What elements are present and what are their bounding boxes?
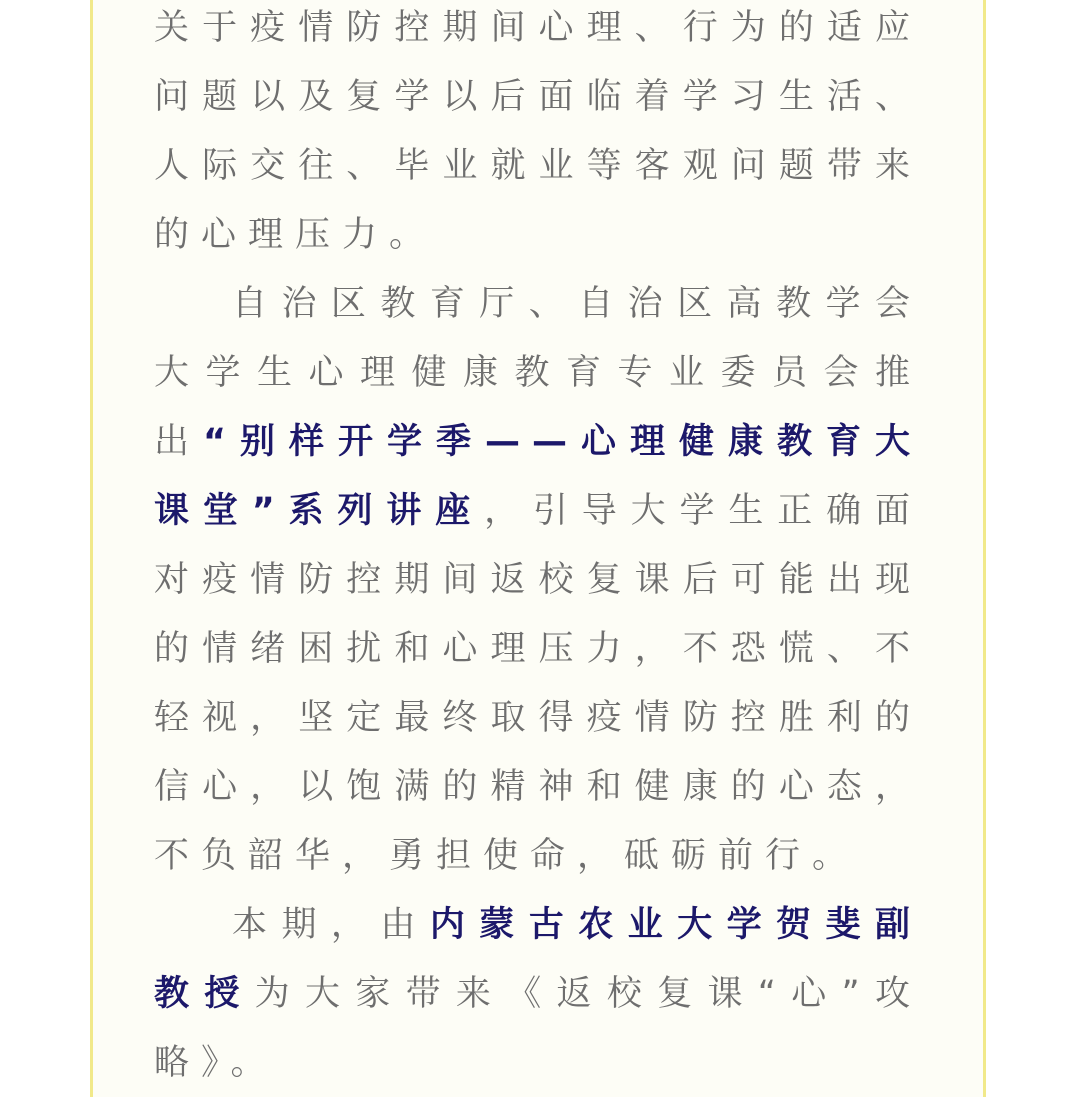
paragraph-lecture-series <box>154 270 922 891</box>
speaker-name: 内蒙古农业大学贺斐副教授 <box>154 905 922 1014</box>
lecture-series-title: “别样开学季——心理健康教育大课堂”系列讲座 <box>154 422 922 531</box>
paragraph-intro <box>154 0 922 270</box>
article-body <box>154 0 922 1098</box>
paragraph-speaker-lead: 本期，由 <box>232 905 430 945</box>
paragraph-lecture-series-lead: 自治区教育厅、自治区高教学会大学生心理健康教育专业委员会推出 <box>154 284 922 462</box>
paragraph-lecture-series-tail: ，引导大学生正确面对疫情防控期间返校复课后可能出现的情绪困扰和心理压力，不恐慌、不轻视，坚定最终取得疫情防控胜利的信心，以饱满的精神和健康的心态，不负韶华，勇担使命，砥砺前行。 <box>154 491 922 876</box>
paragraph-speaker-tail: 为大家带来《返校复课“心”攻略》。 <box>154 974 922 1083</box>
paragraph-speaker <box>154 891 922 1098</box>
paragraph-intro-text: 关于疫情防控期间心理、行为的适应问题以及复学以后面临着学习生活、人际交往、毕业就业等客观问题带来的心理压力。 <box>154 8 922 255</box>
